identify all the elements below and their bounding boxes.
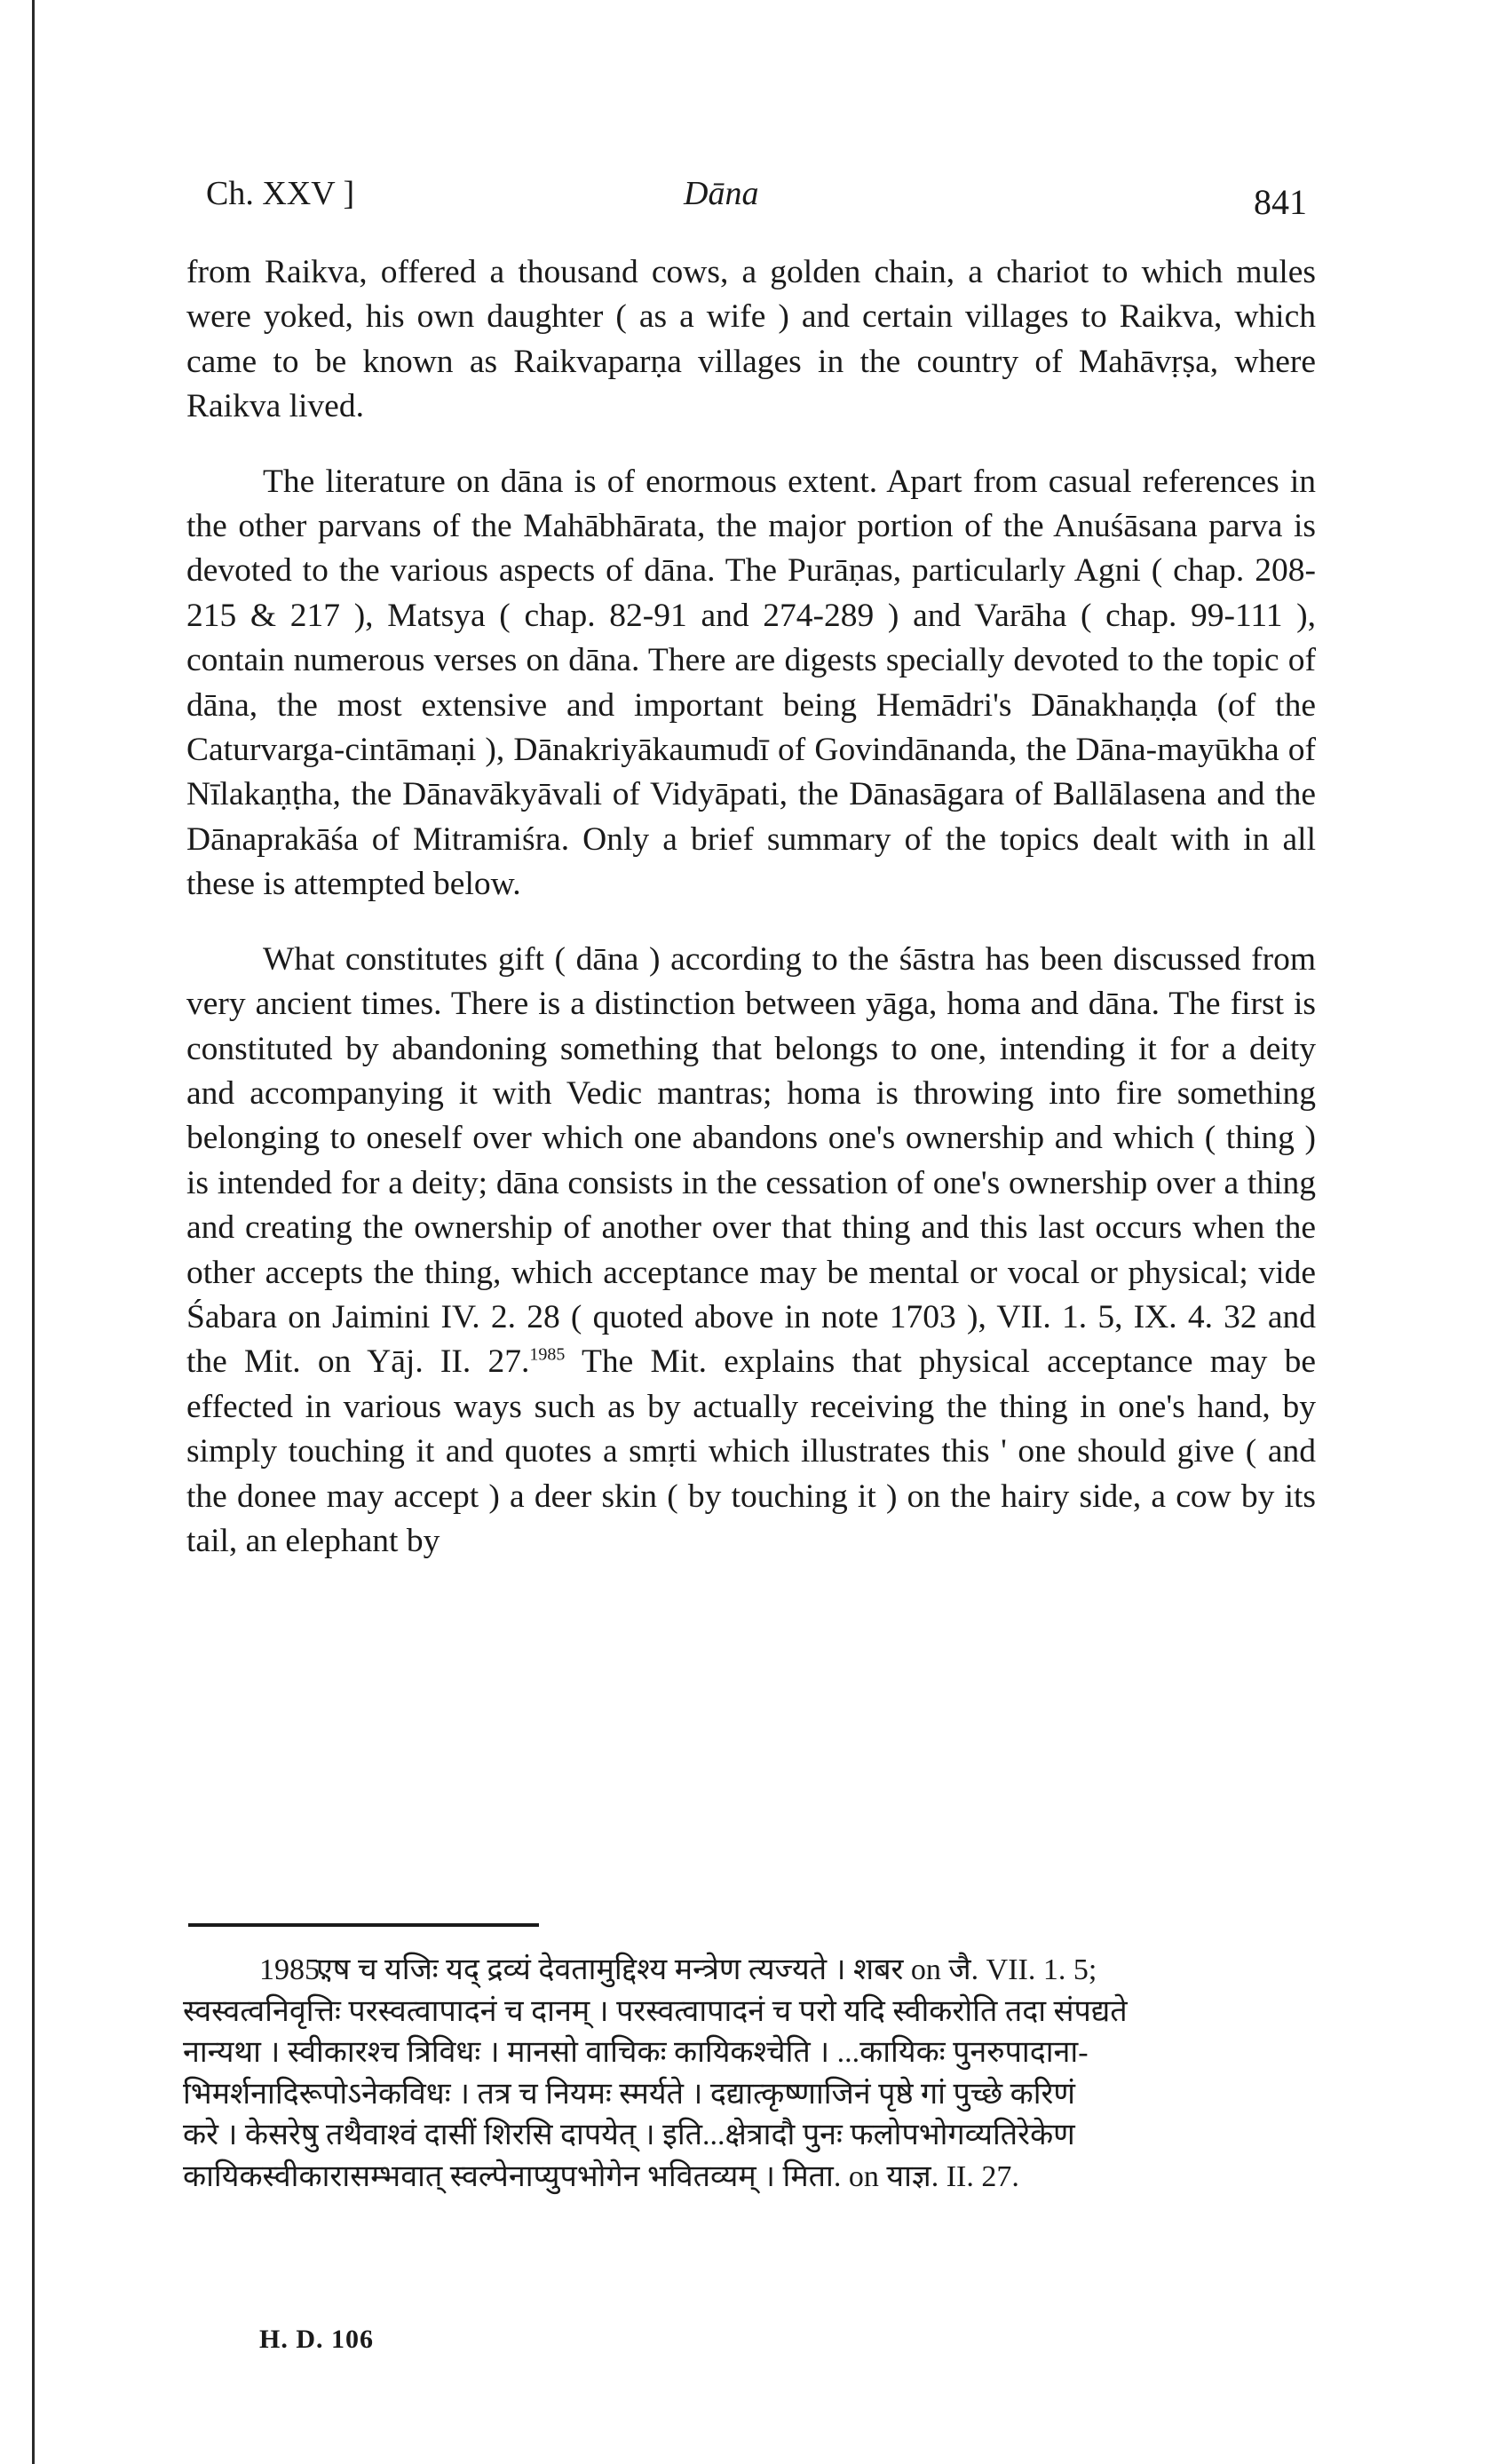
footnote-line: कायिकस्वीकारासम्भवात् स्वल्पेनाप्युपभोगेन भवितव्यम् । मिता. on याज्ञ. II. 27. — [183, 2159, 1019, 2193]
page-title: Dāna — [684, 175, 759, 212]
footnote-line-text: एष च यजिः यद् द्रव्यं देवतामुद्दिश्य मन्त्रेण त्यज्यते । शबर on जै. VII. 1. 5; — [316, 1953, 1097, 1986]
paragraph-3-tail: The Mit. explains that physical acceptance may be effected in various ways such as by actually receiving the thing in one's hand, by simply touching it and quotes a smṛti which illustrates this ' one should give ( and the donee may accept ) a deer skin ( by touching it ) on the hairy side, a cow by its tail, an elephant by — [186, 1343, 1316, 1559]
main-text — [186, 250, 1316, 1564]
footnote-line — [183, 1950, 1268, 1992]
chapter-label: Ch. XXV ] — [206, 175, 355, 212]
footnote — [183, 1950, 1268, 2198]
footnote-line: भिमर्शनादिरूपोऽनेकविधः । तत्र च नियमः स्मर्यते । दद्यात्कृष्णाजिनं पृष्ठे गां पुच्छे करिणं — [183, 2077, 1076, 2111]
footnote-line: करे । केसरेषु तथैवाश्वं दासीं शिरसि दापयेत् । इति...क्षेत्रादौ पुनः फलोपभोगव्यतिरेकेण — [183, 2119, 1075, 2151]
footnote-divider — [188, 1923, 539, 1927]
footnote-line: नान्यथा । स्वीकारश्च त्रिविधः । मानसो वाचिकः कायिकश्चेति । ...कायिकः पुनरुपादाना- — [183, 2036, 1089, 2069]
page-number: 841 — [1254, 182, 1307, 222]
paragraph-3-text: What constitutes gift ( dāna ) according to the śāstra has been discussed from very ancient times. There is a distinction between yāga, homa and dāna. The first is constituted by abandoning something that belongs to one, intending it for a deity and accompanying it with Vedic mantras; homa is throwing into fire something belonging to oneself over which one abandons one's ownership and which ( thing ) is intended for a deity; dāna consists in the cessation of one's ownership over a thing and creating the ownership of another over that thing and this last occurs when the other accepts the thing, which acceptance may be mental or vocal or physical; vide Śabara on Jaimini IV. 2. 28 ( quoted above in note 1703 ), VII. 1. 5, IX. 4. 32 and the Mit. on Yāj. II. 27. — [186, 940, 1316, 1381]
footnote-reference[interactable]: 1985 — [529, 1344, 566, 1365]
running-head — [206, 174, 1307, 224]
paragraph-2: The literature on dāna is of enormous extent. Apart from casual references in the other parvans of the Mahābhārata, the major portion of the Anuśāsana parva is devoted to the various aspects of dāna. The Purāṇas, particularly Agni ( chap. 208-215 & 217 ), Matsya ( chap. 82-91 and 274-289 ) and Varāha ( chap. 99-111 ), contain numerous verses on dāna. There are digests specially devoted to the topic of dāna, the most extensive and important being Hemādri's Dānakhaṇḍa (of the Caturvarga-cintāmaṇi ), Dānakriyākaumudī of Govindānanda, the Dāna-mayūkha of Nīlakaṇṭha, the Dānavākyāvali of Vidyāpati, the Dānasāgara of Ballālasena and the Dānaprakāśa of Mitramiśra. Only a brief summary of the topics dealt with in all these is attempted below. — [186, 463, 1316, 903]
signature-mark: H. D. 106 — [259, 2325, 374, 2354]
paragraph-3 — [186, 938, 1316, 1565]
footnote-number: 1985. — [259, 1953, 328, 1986]
paragraph-1: from Raikva, offered a thousand cows, a golden chain, a chariot to which mules were yoked, his own daughter ( as a wife ) and certain villages to Raikva, which came to be known as Raikvaparṇa villages in the country of Mahāvṛṣa, where Raikva lived. — [186, 254, 1316, 425]
footnote-line: स्वस्वत्वनिवृत्तिः परस्वत्वापादनं च दानम् । परस्वत्वापादनं च परो यदि स्वीकरोति तदा संपद्यते — [183, 1994, 1128, 2028]
